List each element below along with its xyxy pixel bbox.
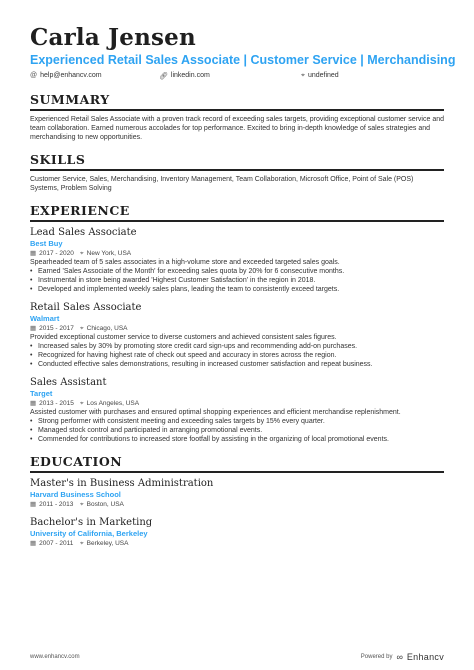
job-location: New York, USA [86,250,132,257]
job-company: Target [30,389,53,398]
education-entry [30,477,444,509]
pin-icon: ⌖ [80,250,84,257]
candidate-name: Carla Jensen [30,24,196,51]
education-location: Berkeley, USA [86,540,129,547]
job-role: Retail Sales Associate [30,302,142,313]
job-meta [30,249,444,258]
degree: Bachelor's in Marketing [30,517,153,528]
summary-title: SUMMARY [30,92,110,107]
job-bullets [30,417,444,444]
enhancv-logo-icon: ∞ [396,652,403,662]
list-item: • Commended for contributions to increased store footfall by assisting in the organizing of local promotional events. [30,435,444,444]
summary-text: Experienced Retail Sales Associate with a proven track record of exceeding sales targets, providing exceptional customer service and team collaboration. Earned numerous accolades for top performance. Excited to bring in-depth knowledge of sales strategies and merchandising to new opportunities. [30,116,444,141]
job-bullets [30,342,444,369]
education-section [30,454,444,548]
list-item: • Conducted effective sales demonstrations, resulting in increased customer satisfaction and repeat business. [30,360,444,369]
list-item: • Managed stock control and participated in arranging promotional events. [30,426,444,435]
calendar-icon: ▦ [30,250,37,257]
education-dates: 2011 - 2013 [39,501,74,508]
pin-icon: ⌖ [80,540,84,547]
powered-by-text: Powered by [360,654,393,660]
contact-row [30,71,444,80]
calendar-icon: ▦ [30,540,37,547]
job-dates: 2013 - 2015 [39,400,74,407]
calendar-icon: ▦ [30,400,37,407]
education-location: Boston, USA [86,501,124,508]
list-item: • Earned 'Sales Associate of the Month' for exceeding sales quota by 20% for 6 consecutive months. [30,267,444,276]
pin-icon: ⌖ [80,501,84,508]
contact-location [301,72,339,80]
section-divider [30,220,444,222]
contact-email[interactable] [30,72,159,79]
link-icon: 🔗︎ [159,72,168,80]
list-item: • Instrumental in store being awarded 'Highest Customer Satisfaction' in the region in 2018. [30,276,444,285]
section-divider [30,169,444,171]
summary-section [30,92,444,142]
job-entry [30,376,444,444]
job-role: Sales Assistant [30,377,107,388]
headline: Experienced Retail Sales Associate | Customer Service | Merchandising [30,53,456,67]
job-meta [30,399,444,408]
job-description: Assisted customer with purchases and ensured optimal shopping experiences and efficient merchandise replenishment. [30,409,401,416]
experience-title: EXPERIENCE [30,203,130,218]
job-description: Spearheaded team of 5 sales associates in a high-volume store and exceeded targeted sales goals. [30,259,340,266]
job-company: Best Buy [30,239,63,248]
skills-text: Customer Service, Sales, Merchandising, Inventory Management, Team Collaboration, Microsoft Office, Point of Sale (POS) Systems, Problem Solving [30,176,414,192]
linkedin-text: linkedin.com [170,72,210,79]
skills-title: SKILLS [30,152,86,167]
education-title: EDUCATION [30,454,123,469]
calendar-icon: ▦ [30,501,37,508]
job-entry [30,226,444,294]
school: Harvard Business School [30,490,121,499]
list-item: • Developed and implemented weekly sales plans, leading the team to consistently exceed targets. [30,285,444,294]
contact-linkedin[interactable] [159,72,301,80]
job-dates: 2017 - 2020 [39,250,74,257]
job-location: Chicago, USA [86,325,128,332]
degree: Master's in Business Administration [30,478,214,489]
skills-section [30,152,444,193]
list-item: • Strong performer with consistent meeting and exceeding sales targets by 15% every quarter. [30,417,444,426]
section-divider [30,471,444,473]
school: University of California, Berkeley [30,529,148,538]
email-text: help@enhancv.com [40,72,102,79]
experience-section [30,203,444,444]
list-item: • Increased sales by 30% by promoting store credit card sign-ups and recommending add-on purchases. [30,342,444,351]
calendar-icon: ▦ [30,325,37,332]
job-role: Lead Sales Associate [30,227,137,238]
job-location: Los Angeles, USA [86,400,140,407]
job-entry [30,301,444,369]
pin-icon: ⌖ [80,400,84,407]
pin-icon: ⌖ [80,325,84,332]
job-meta [30,324,444,333]
section-divider [30,109,444,111]
at-icon: @ [30,72,38,79]
brand-name: Enhancv [406,652,444,662]
pin-icon: ⌖ [301,71,305,79]
job-company: Walmart [30,314,60,323]
list-item: • Recognized for having highest rate of check out speed and accuracy in stores across the region. [30,351,444,360]
education-meta [30,500,444,509]
footer-site[interactable]: www.enhancv.com [30,654,80,660]
job-dates: 2015 - 2017 [39,325,74,332]
education-meta [30,539,444,548]
location-text: undefined [307,72,339,79]
job-description: Provided exceptional customer service to diverse customers and achieved consistent sales figures. [30,334,337,341]
education-dates: 2007 - 2011 [39,540,74,547]
job-bullets [30,267,444,294]
education-entry [30,516,444,548]
footer [30,652,444,662]
footer-brand [361,652,444,662]
